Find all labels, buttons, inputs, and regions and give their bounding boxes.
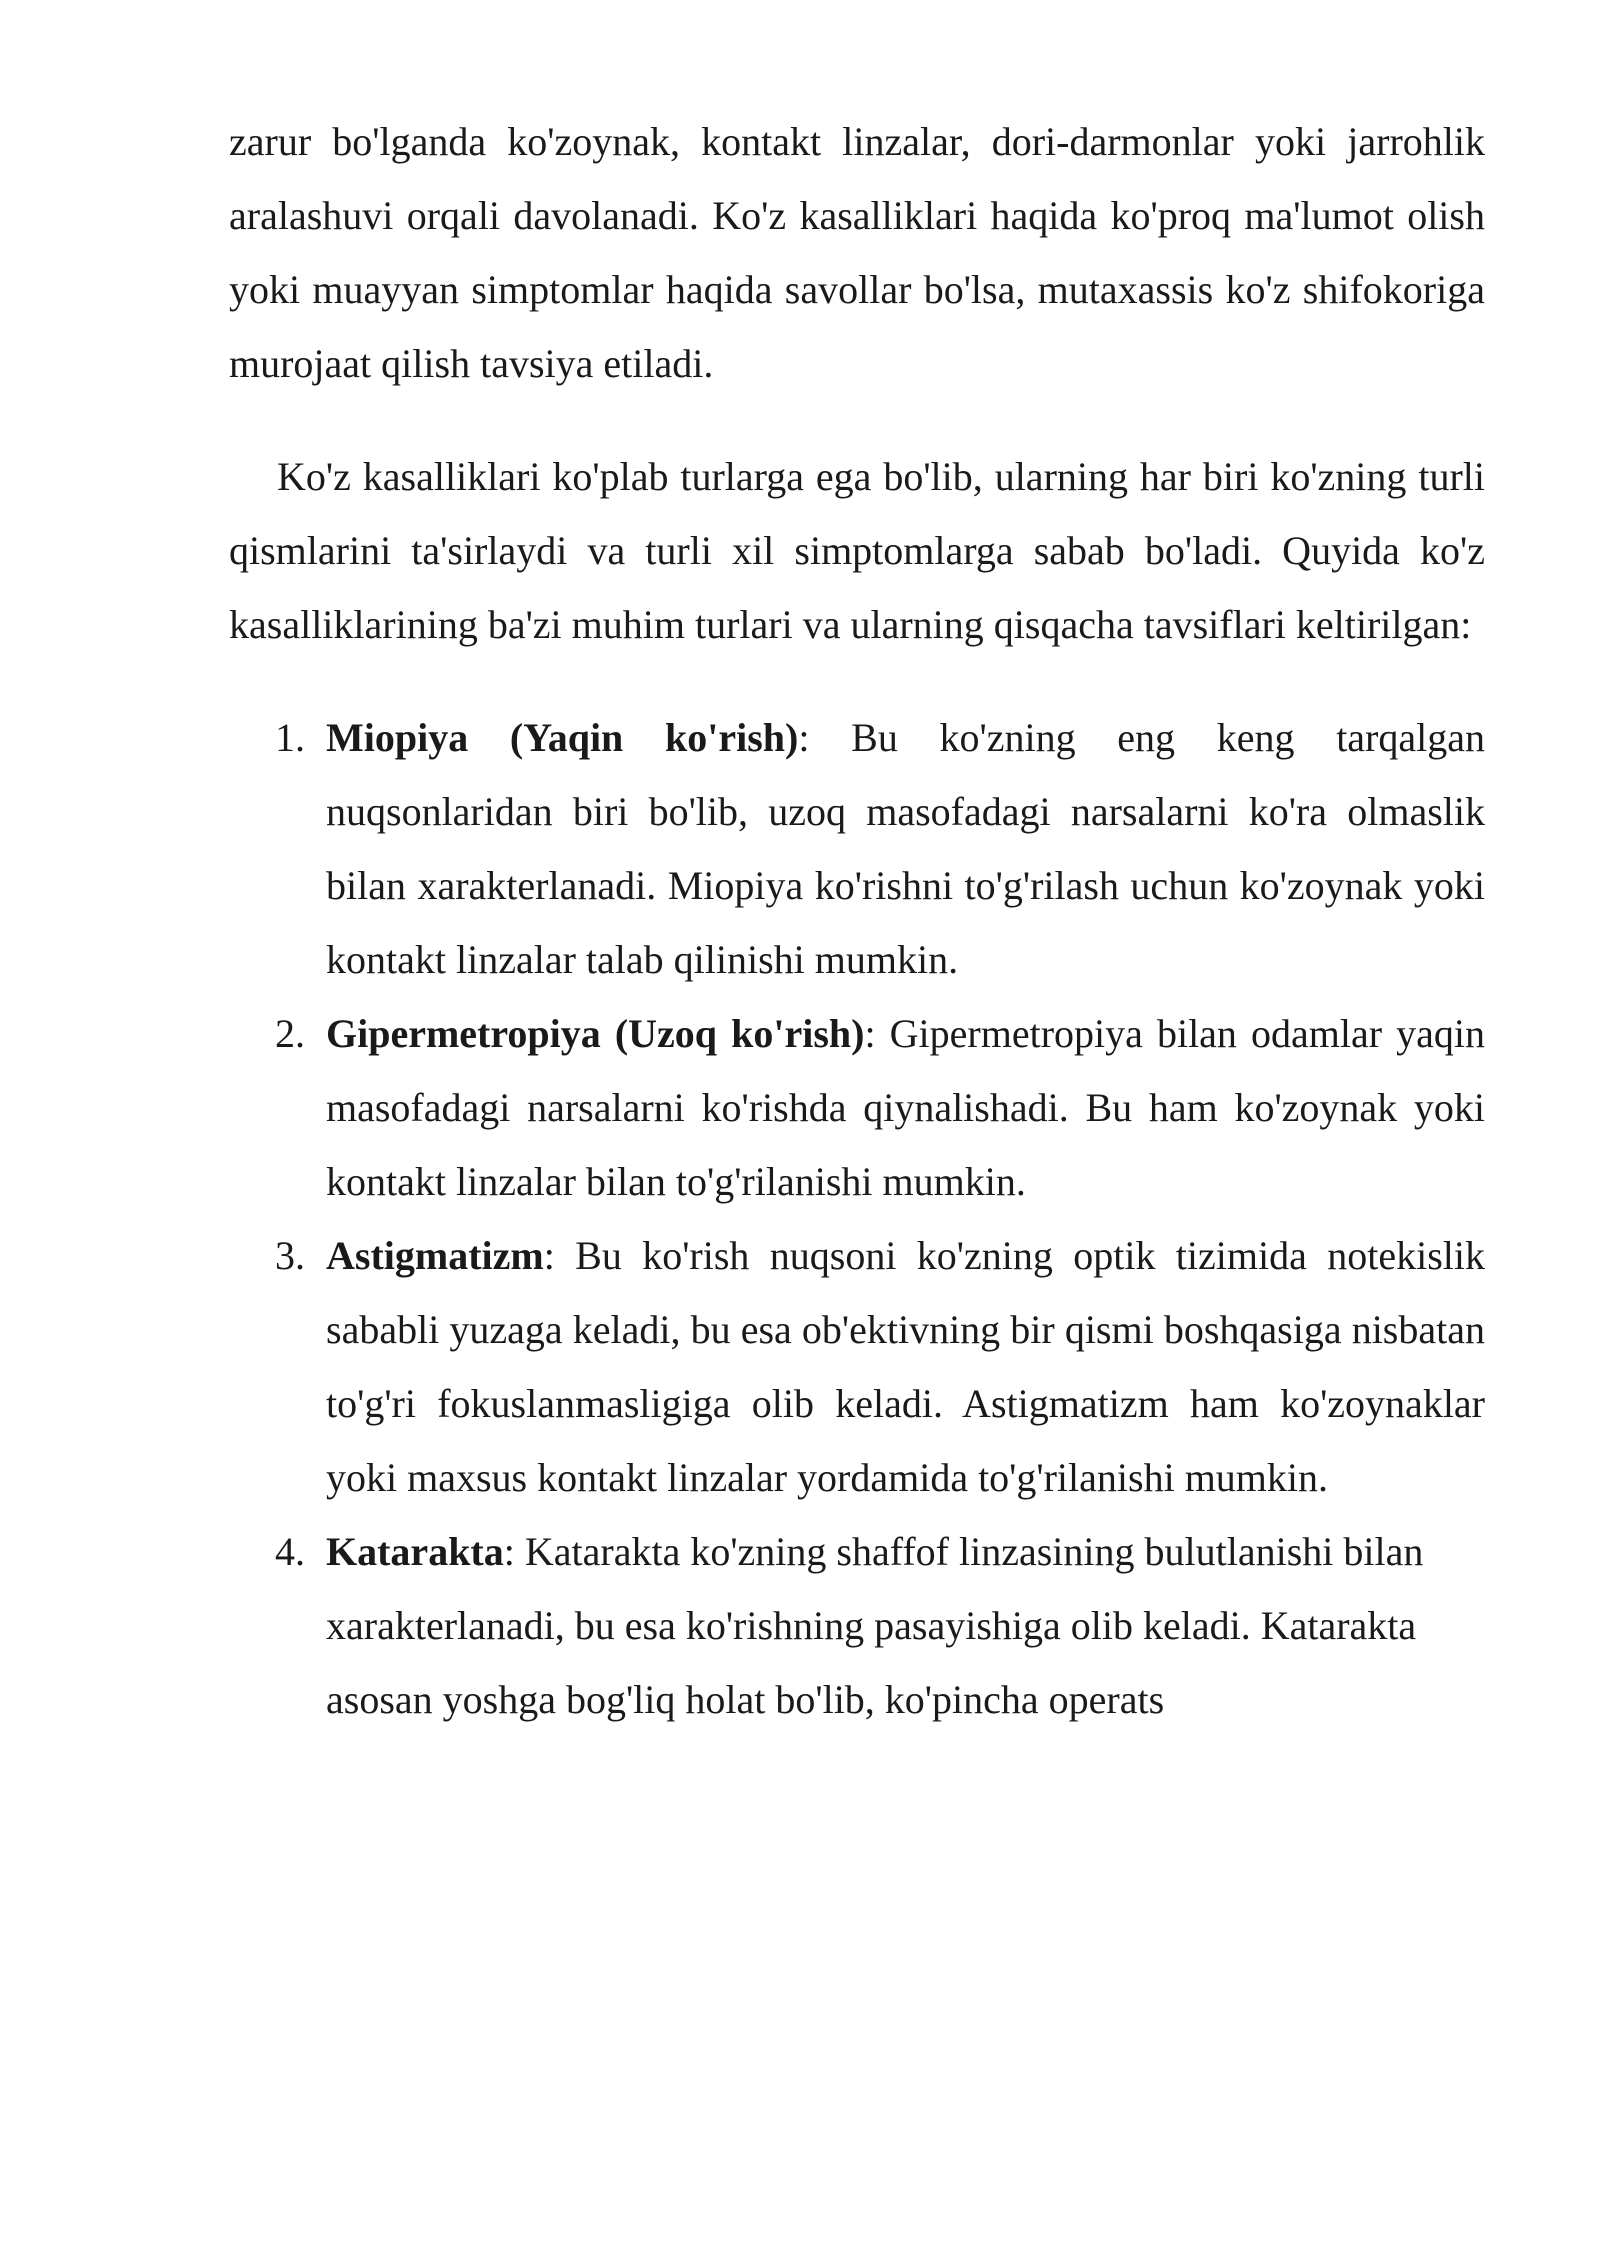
list-number: 1. (275, 715, 305, 760)
list-description: : Bu ko'rish nuqsoni ko'zning optik tizimida notekislik sababli yuzaga keladi, bu esa ob'ektivning bir qismi boshqasiga nisbatan to'g'ri fokuslanmasligiga olib keladi. Astigmatizm ham ko'zoynaklar yoki maxsus kontakt linzalar yordamida to'g'rilanishi mumkin. (326, 1233, 1485, 1500)
paragraph-continuation: zarur bo'lganda ko'zoynak, kontakt linzalar, dori-darmonlar yoki jarrohlik aralashuvi orqali davolanadi. Ko'z kasalliklari haqida ko'proq ma'lumot olish yoki muayyan simptomlar haqida savollar bo'lsa, mutaxassis ko'z shifokoriga murojaat qilish tavsiya etiladi. (229, 119, 1485, 386)
list-number: 4. (275, 1529, 305, 1574)
eye-disease-list (229, 701, 1485, 1737)
list-description: : Bu ko'zning eng keng tarqalgan nuqsonlaridan biri bo'lib, uzoq masofadagi narsalarni ko'ra olmaslik bilan xarakterlanadi. Miopiya ko'rishni to'g'rilash uchun ko'zoynak yoki kontakt linzalar talab qilinishi mumkin. (326, 715, 1486, 982)
paragraph-intro: Ko'z kasalliklari ko'plab turlarga ega bo'lib, ularning har biri ko'zning turli qismlarini ta'sirlaydi va turli xil simptomlarga sabab bo'ladi. Quyida ko'z kasalliklarining ba'zi muhim turlari va ularning qisqacha tavsiflari keltirilgan: (229, 454, 1485, 647)
list-term: Astigmatizm (326, 1233, 544, 1278)
list-number: 3. (275, 1233, 305, 1278)
list-item-gipermetropiya (229, 997, 1485, 1219)
list-number: 2. (275, 1011, 305, 1056)
list-description: : Gipermetropiya bilan odamlar yaqin masofadagi narsalarni ko'rishda qiynalishadi. Bu ham ko'zoynak yoki kontakt linzalar bilan to'g'rilanishi mumkin. (326, 1011, 1485, 1204)
list-item-astigmatizm (229, 1219, 1485, 1515)
document-body (229, 105, 1485, 1737)
list-term: Gipermetropiya (Uzoq ko'rish) (326, 1011, 865, 1056)
list-item-katarakta (229, 1515, 1485, 1737)
list-term: Miopiya (Yaqin ko'rish) (326, 715, 799, 760)
list-description: : Katarakta ko'zning shaffof linzasining bulutlanishi bilan xarakterlanadi, bu esa ko'rishning pasayishiga olib keladi. Katarakta asosan yoshga bog'liq holat bo'lib, ko'pincha operats (326, 1529, 1424, 1722)
list-term: Katarakta (326, 1529, 504, 1574)
list-item-miopiya (229, 701, 1485, 997)
